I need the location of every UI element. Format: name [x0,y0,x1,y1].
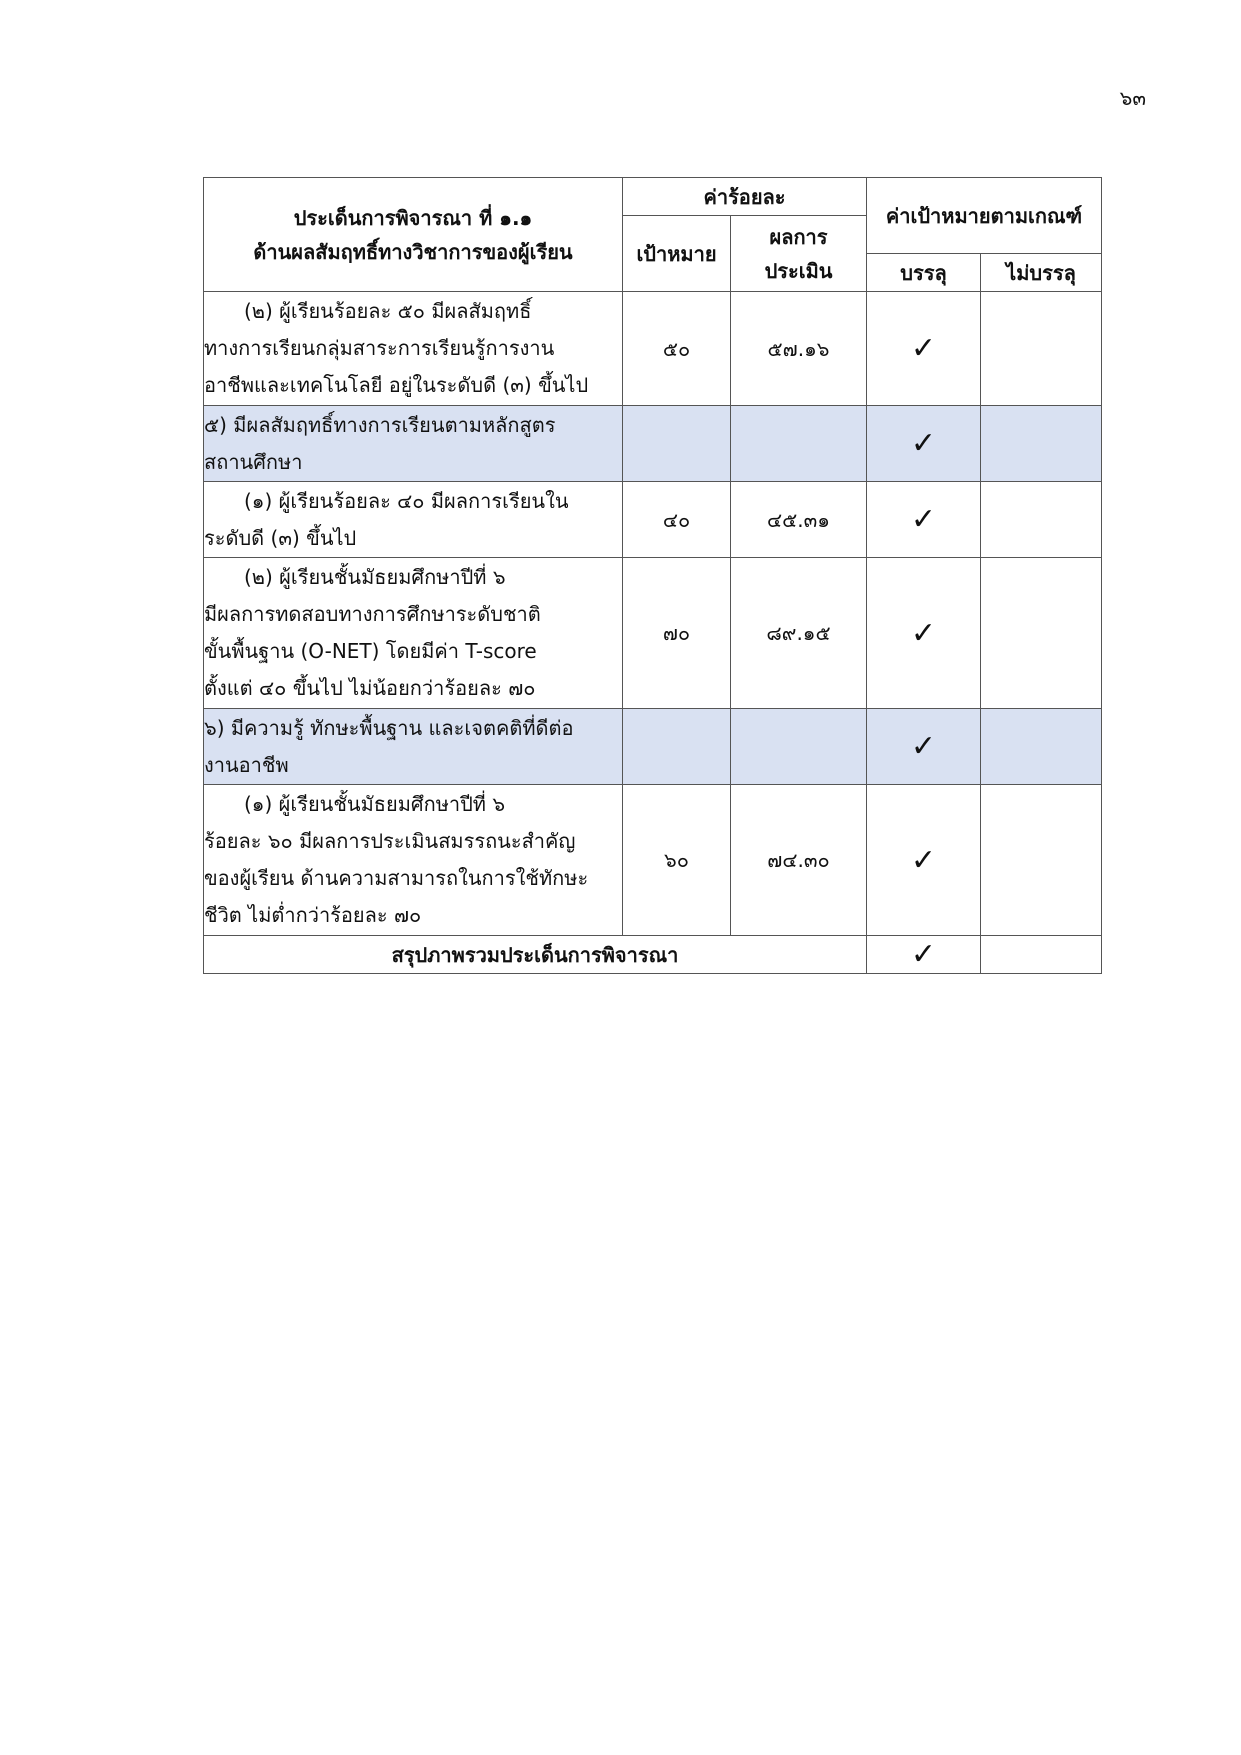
criterion-line: มีผลการทดสอบทางการศึกษาระดับชาติ [204,602,541,626]
criterion-line: ทางการเรียนกลุ่มสาระการเรียนรู้การงาน [204,336,555,360]
result-value: ๗๔.๓๐ [731,785,867,936]
criterion-line: อาชีพและเทคโนโลยี อยู่ในระดับดี (๓) ขึ้นไป [204,373,589,397]
result-value: ๔๕.๓๑ [731,482,867,558]
not-achieved-cell [981,406,1102,482]
not-achieved-cell [981,558,1102,709]
target-value [623,406,731,482]
criteria-header-line2: ด้านผลสัมฤทธิ์ทางวิชาการของผู้เรียน [253,239,573,264]
result-value: ๘๙.๑๕ [731,558,867,709]
achieved-check-icon: ✓ [867,482,981,558]
criterion-line: (๑) ผู้เรียนร้อยละ ๔๐ มีผลการเรียนใน [244,488,569,513]
criterion-line: ระดับดี (๓) ขึ้นไป [204,525,357,550]
criterion-cell [204,709,623,785]
not-achieved-header: ไม่บรรลุ [981,254,1102,292]
result-value [731,709,867,785]
criterion-line: ร้อยละ ๖๐ มีผลการประเมินสมรรถนะสำคัญ [204,829,576,853]
target-header: เป้าหมาย [623,216,731,292]
criteria-header-line1: ประเด็นการพิจารณา ที่ ๑.๑ [293,205,533,230]
table-row [204,406,1102,482]
summary-not-achieved-cell [981,936,1102,974]
target-value: ๔๐ [623,482,731,558]
achieved-header: บรรลุ [867,254,981,292]
achieved-check-icon: ✓ [867,292,981,406]
criterion-line: (๑) ผู้เรียนชั้นมัธยมศึกษาปีที่ ๖ [244,792,506,816]
achieved-check-icon: ✓ [867,558,981,709]
page-number: ๖๓ [1119,86,1146,110]
criterion-line: (๒) ผู้เรียนชั้นมัธยมศึกษาปีที่ ๖ [244,565,506,589]
criteria-header [204,178,623,292]
not-achieved-cell [981,482,1102,558]
criterion-line: ชีวิต ไม่ต่ำกว่าร้อยละ ๗๐ [204,903,422,927]
result-value: ๕๗.๑๖ [731,292,867,406]
table-row [204,785,1102,936]
target-value [623,709,731,785]
achieved-check-icon: ✓ [867,709,981,785]
summary-row [204,936,1102,974]
not-achieved-cell [981,709,1102,785]
criteria-target-header: ค่าเป้าหมายตามเกณฑ์ [867,178,1102,254]
criterion-line: ๖) มีความรู้ ทักษะพื้นฐาน และเจตคติที่ดีต่อ [204,715,574,740]
achieved-check-icon: ✓ [867,785,981,936]
criterion-line: ขั้นพื้นฐาน (O-NET) โดยมีค่า T-score [204,639,537,663]
target-value: ๖๐ [623,785,731,936]
criterion-line: ของผู้เรียน ด้านความสามารถในการใช้ทักษะ [204,866,589,890]
criterion-cell [204,785,623,936]
percent-group-header: ค่าร้อยละ [623,178,867,216]
criterion-line: งานอาชีพ [204,752,289,777]
criterion-line: ตั้งแต่ ๔๐ ขึ้นไป ไม่น้อยกว่าร้อยละ ๗๐ [204,676,536,700]
target-value: ๗๐ [623,558,731,709]
table-row [204,709,1102,785]
criterion-line: (๒) ผู้เรียนร้อยละ ๕๐ มีผลสัมฤทธิ์ [244,299,532,323]
result-header [731,216,867,292]
not-achieved-cell [981,785,1102,936]
criterion-cell [204,482,623,558]
criterion-line: สถานศึกษา [204,449,303,474]
target-value: ๕๐ [623,292,731,406]
achieved-check-icon: ✓ [867,406,981,482]
table-row [204,292,1102,406]
not-achieved-cell [981,292,1102,406]
result-header-line1: ผลการ [769,224,828,249]
assessment-table [203,177,1102,974]
summary-achieved-check-icon: ✓ [867,936,981,974]
criterion-line: ๕) มีผลสัมฤทธิ์ทางการเรียนตามหลักสูตร [204,412,556,437]
summary-label: สรุปภาพรวมประเด็นการพิจารณา [204,936,867,974]
criterion-cell [204,406,623,482]
table-row [204,558,1102,709]
table-row [204,482,1102,558]
result-value [731,406,867,482]
criterion-cell [204,292,623,406]
criterion-cell [204,558,623,709]
result-header-line2: ประเมิน [764,258,833,283]
